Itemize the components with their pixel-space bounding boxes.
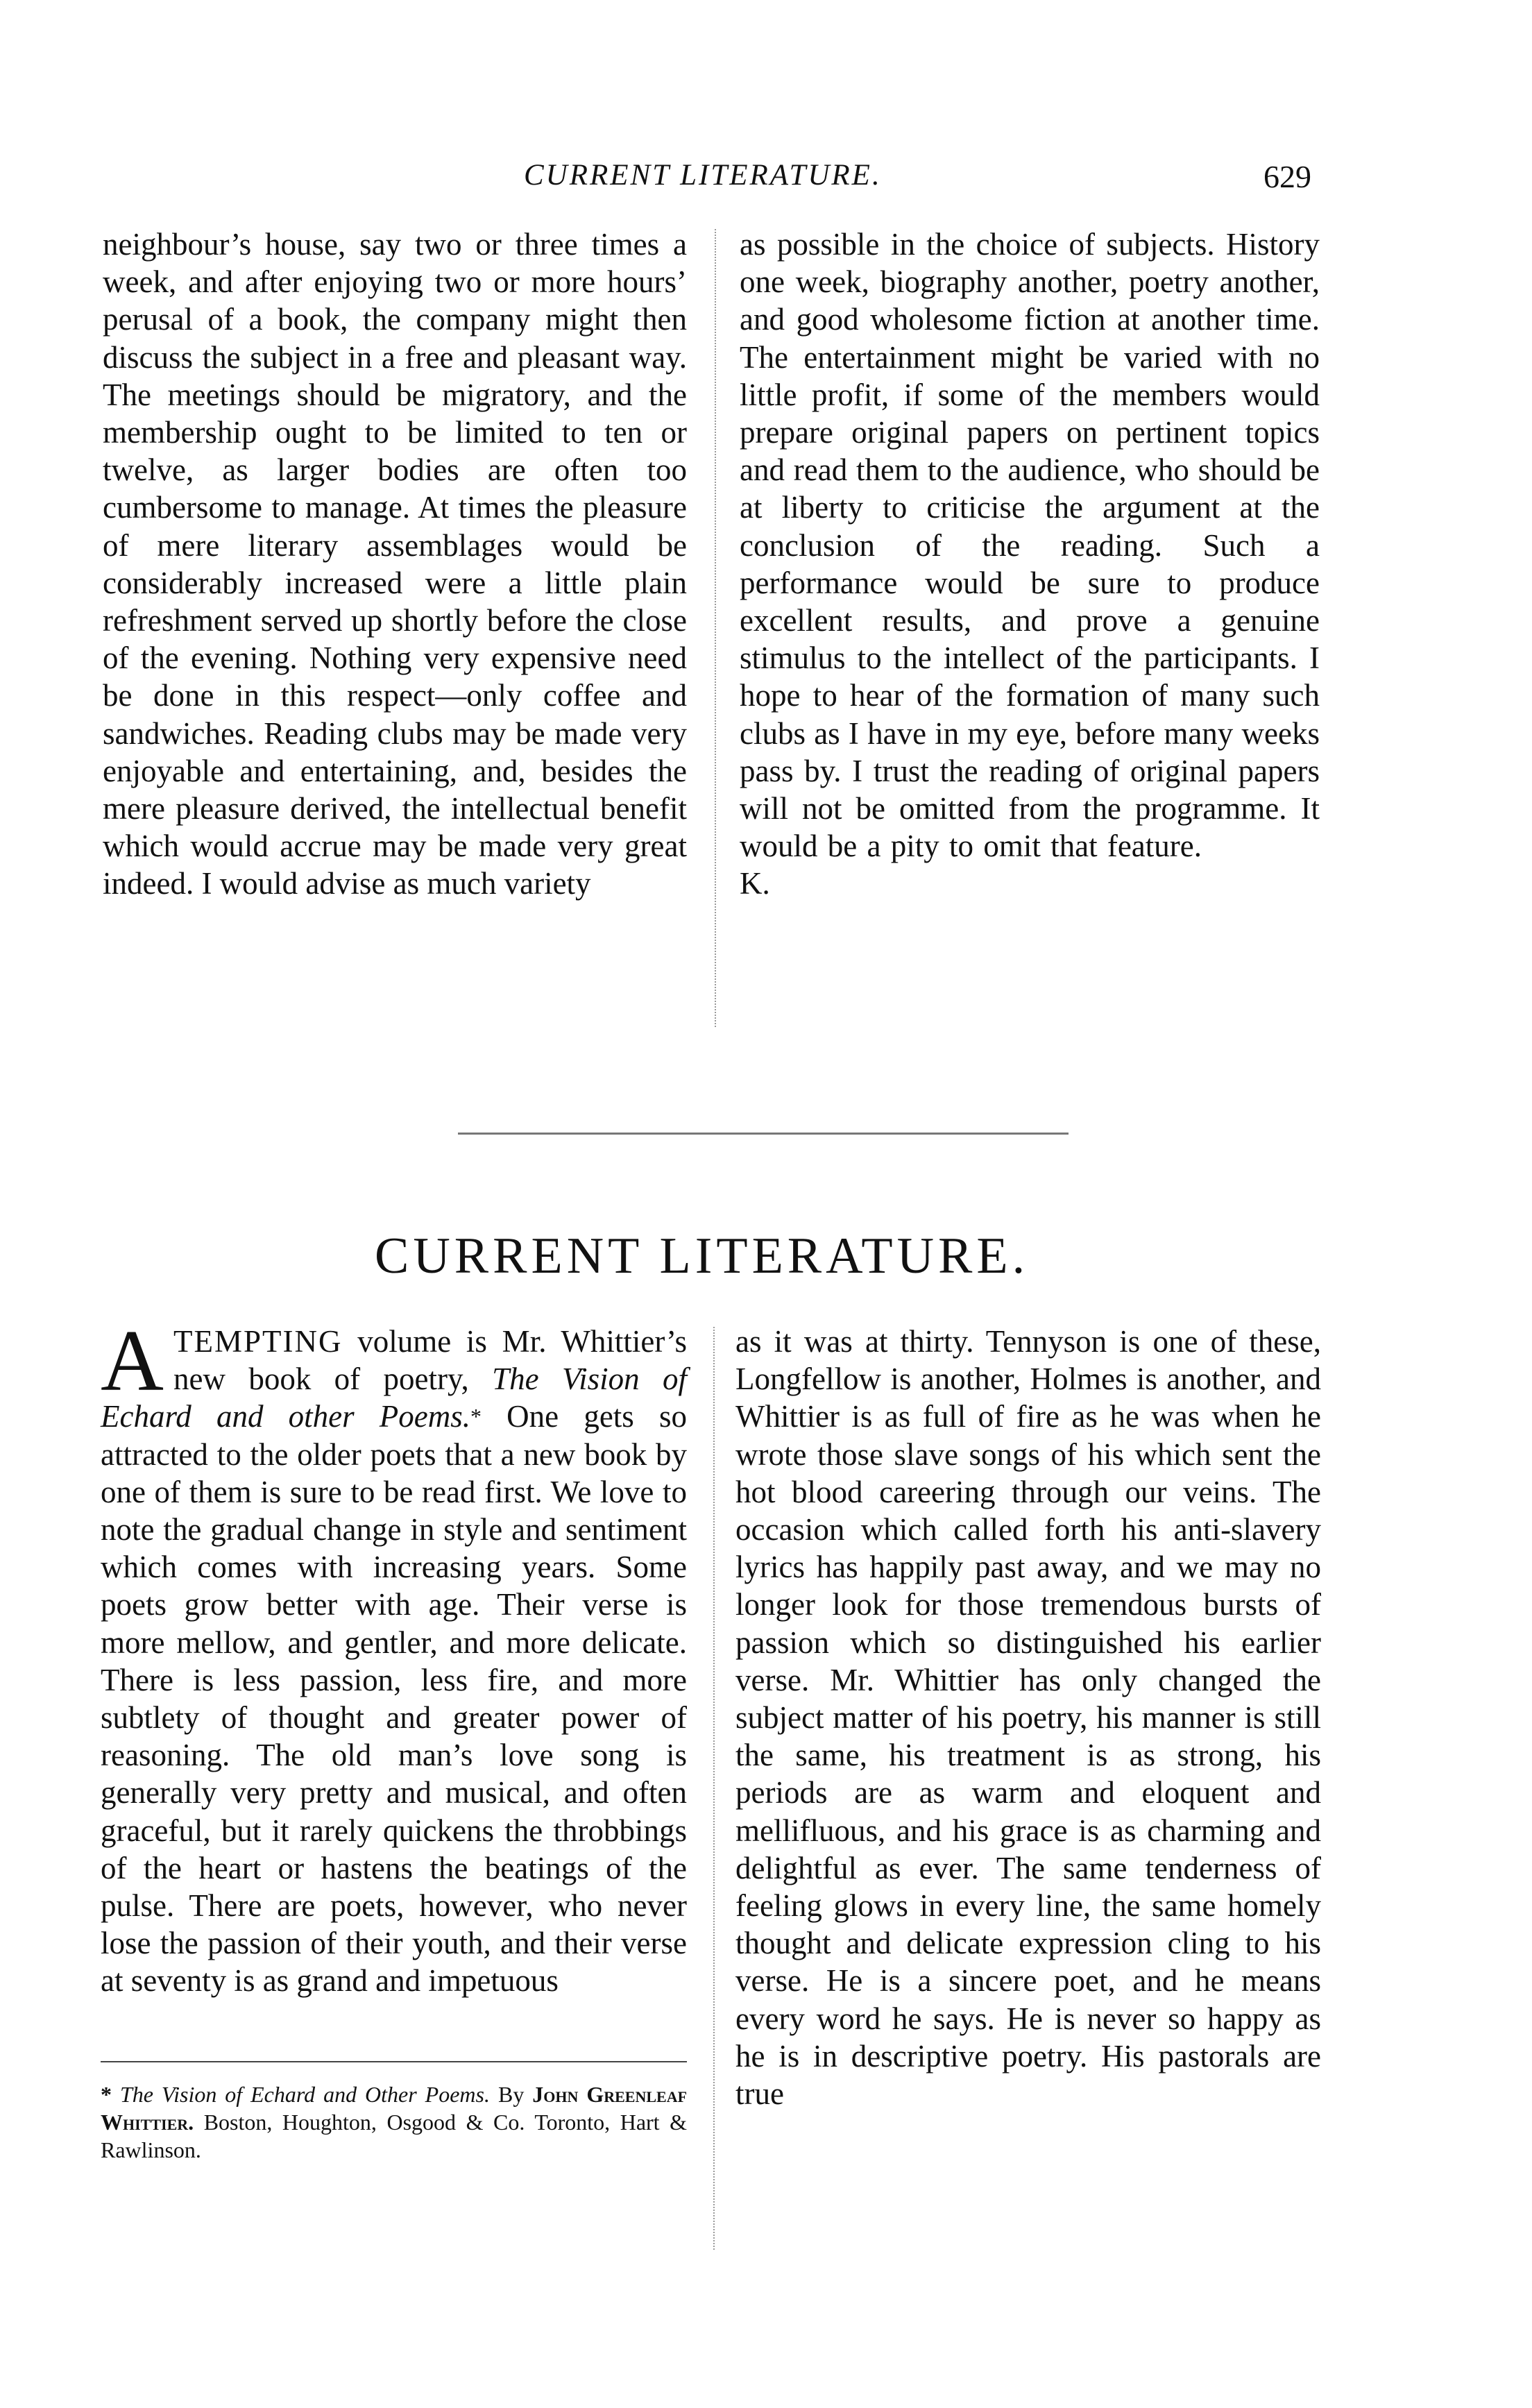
footnote-rule xyxy=(101,2061,687,2062)
page-number: 629 xyxy=(1263,159,1311,194)
running-head-title: CURRENT LITERATURE. xyxy=(524,159,882,192)
section-title: CURRENT LITERATURE. xyxy=(375,1228,1030,1284)
opening-words: TEMPTING xyxy=(173,1324,343,1359)
top-left-column xyxy=(103,226,687,1024)
footnote-author: John Greenleaf Whittier. xyxy=(101,2082,688,2135)
signature: K. xyxy=(740,866,770,901)
bottom-left-column xyxy=(101,1313,688,1999)
footnote-reference: * xyxy=(470,1404,482,1430)
top-right-text: as possible in the choice of subjects. History one week, biography another, poetry another, and good wholesome fiction at another time. The entertainment might be varied with no little profit, if some of the members would prepare original papers on pertinent topics and read them to the audience, who should be at liberty to criticise the argument at the conclusion of the reading. Such a performance would be sure to produce excellent results, and prove a genuine stimulus to the intellect of the participants. I hope to hear of the formation of many such clubs as I have in my eye, before many weeks pass by. I trust the reading of original papers will not be omitted from the programme. It would be a pity to omit that feature. xyxy=(740,227,1320,864)
footnote-book-title: The Vision of Echard and Other Poems. xyxy=(119,2082,490,2107)
review-body-left: One gets so attracted to the older poets that a new book by one of them is sure to be read first. We love to note the gradual change in style and sentiment which comes with increasing years. Some poets grow better with age. Their verse is more mellow, and gentler, and more delicate. There is less passion, less fire, and more subtlety of thought and greater power of reasoning. The old man’s love song is generally very pretty and musical, and often graceful, but it rarely quickens the throbbings of the heart or hastens the beatings of the pulse. There are poets, however, who never lose the passion of their youth, and their verse at seventy is as grand and impetuous xyxy=(101,1399,687,1999)
drop-cap: A xyxy=(101,1313,164,1409)
bottom-column-divider xyxy=(713,1327,715,2250)
section-separator-rule xyxy=(458,1133,1069,1135)
top-column-divider xyxy=(715,229,716,1027)
footnote xyxy=(101,2080,687,2164)
book-title: The Vision of Echard and other Poems. xyxy=(101,1362,688,1434)
footnote-by: By xyxy=(497,2082,525,2107)
bottom-right-column xyxy=(735,1323,1321,2259)
review-intro: volume is Mr. Whittier’s new book of poetry, xyxy=(173,1324,687,1397)
top-left-paragraph: neighbour’s house, say two or three times a week, and after enjoying two or more hours’ perusal of a book, the company might then discuss the subject in a free and pleasant way. The meetings should be migratory, and the membership ought to be limited to ten or twelve, as larger bodies are often too cumbersome to manage. At times the pleasure of mere literary assemblages would be considerably increased were a little plain refreshment served up shortly before the close of the evening. Nothing very expensive need be done in this respect—only coffee and sandwiches. Reading clubs may be made very enjoyable and entertaining, and, besides the mere pleasure derived, the intellectual benefit which would accrue may be made very great indeed. I would advise as much variety xyxy=(103,227,687,901)
review-opening-paragraph xyxy=(101,1313,688,2000)
top-right-column xyxy=(740,226,1320,1024)
footnote-publisher: Boston, Houghton, Osgood & Co. Toronto, Hart & Rawlinson. xyxy=(101,2110,688,2162)
review-body-right: as it was at thirty. Tennyson is one of these, Longfellow is another, Holmes is another, and Whittier is as full of fire as he was when he wrote those slave songs of his which sent the hot blood careering through our veins. The occasion which called forth his anti-slavery lyrics has happily past away, and we may no longer look for those tremendous bursts of passion which so distinguished his earlier verse. Mr. Whittier has only changed the subject matter of his poetry, his manner is still the same, his treatment is as strong, his periods are as warm and eloquent and mellifluous, and his grace is as charming and delightful as ever. The same tenderness of feeling glows in every line, the same homely thought and delicate expression cling to his verse. He is a sincere poet, and he means every word he says. He is never so happy as he is in descriptive poetry. His pastorals are true xyxy=(735,1324,1321,2112)
footnote-mark: * xyxy=(101,2082,112,2107)
top-right-paragraph xyxy=(740,226,1320,903)
running-head xyxy=(104,158,1311,207)
